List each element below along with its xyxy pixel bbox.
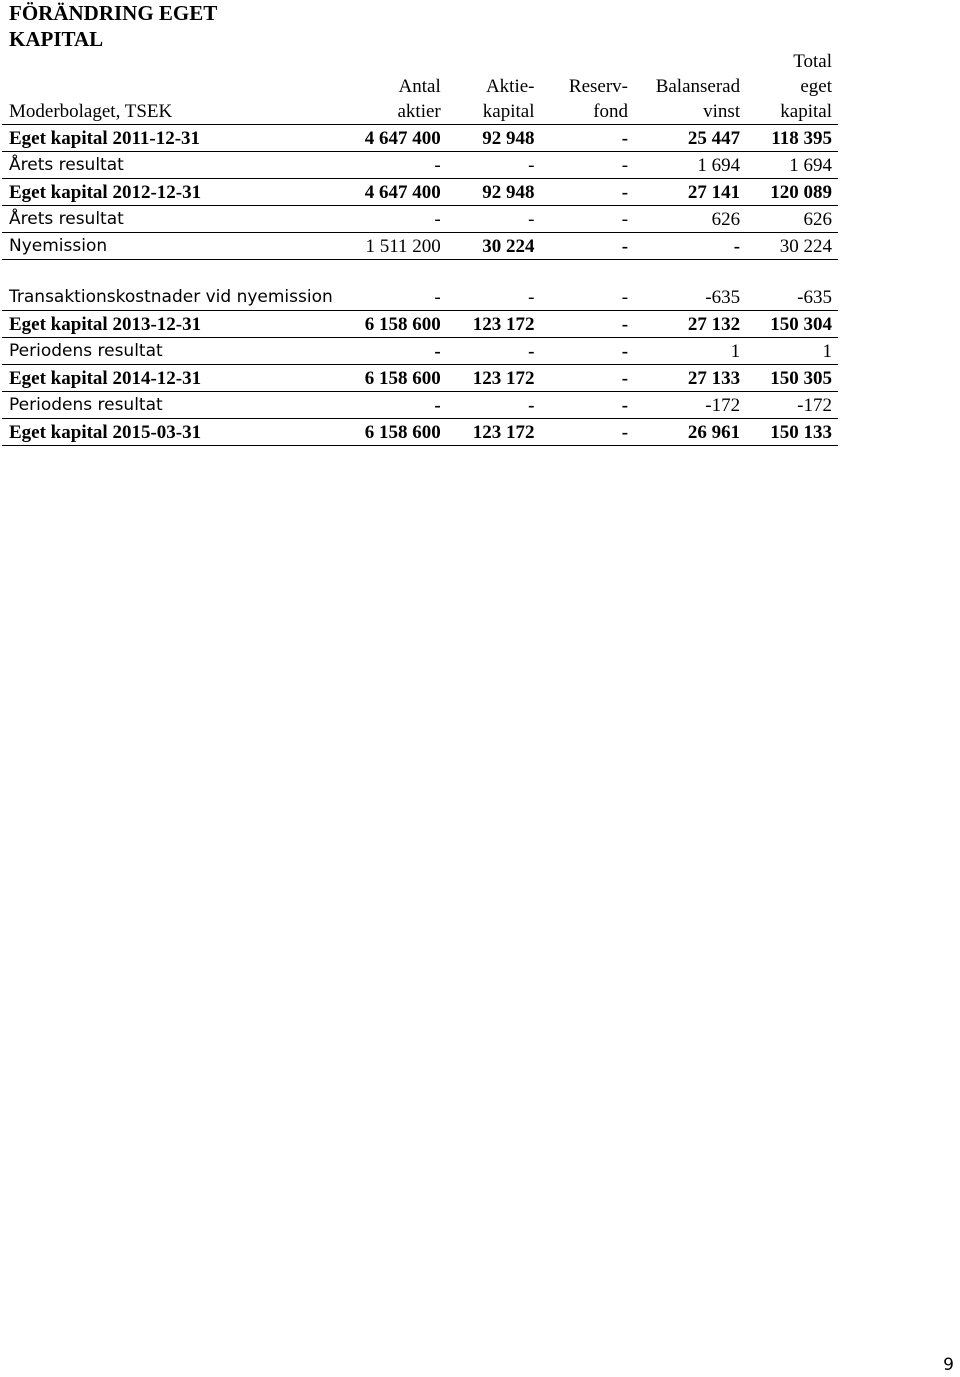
cell-reserv: - — [538, 206, 632, 233]
cell-total: 1 694 — [744, 152, 838, 179]
cell-reserv: - — [538, 365, 632, 392]
table-row — [2, 152, 838, 179]
cell-reserv: - — [538, 419, 632, 446]
row-label: Nyemission — [2, 233, 338, 260]
header-total-line3: kapital — [780, 101, 832, 122]
header-label: Moderbolaget, TSEK — [2, 49, 338, 125]
table-row — [2, 392, 838, 419]
cell-total: 1 — [744, 338, 838, 365]
table-row — [2, 179, 838, 206]
cell-reserv: - — [538, 338, 632, 365]
table-row — [2, 338, 838, 365]
table-row — [2, 419, 838, 446]
cell-antal: - — [338, 392, 445, 419]
cell-total: 118 395 — [744, 125, 838, 152]
cell-reserv: - — [538, 152, 632, 179]
cell-antal: 6 158 600 — [338, 365, 445, 392]
table-row — [2, 260, 838, 311]
row-label: Årets resultat — [2, 152, 338, 179]
table-row — [2, 365, 838, 392]
row-label: Eget kapital 2013-12-31 — [2, 311, 338, 338]
header-total-line1: Total — [793, 51, 832, 72]
equity-change-table — [2, 49, 838, 446]
cell-reserv: - — [538, 311, 632, 338]
row-label: Periodens resultat — [2, 338, 338, 365]
cell-total: 150 305 — [744, 365, 838, 392]
cell-balans: 1 — [632, 338, 744, 365]
cell-antal: 4 647 400 — [338, 125, 445, 152]
row-label: Eget kapital 2015-03-31 — [2, 419, 338, 446]
header-balanserad-vinst — [632, 49, 744, 125]
header-reservfond — [538, 49, 632, 125]
cell-antal: - — [338, 152, 445, 179]
cell-balans: 626 — [632, 206, 744, 233]
page-number: 9 — [943, 1355, 954, 1375]
table-header-row — [2, 49, 838, 125]
header-aktie-line2: kapital — [482, 101, 535, 122]
header-aktie-line1: Aktie- — [485, 76, 535, 97]
cell-balans: -172 — [632, 392, 744, 419]
cell-balans: 25 447 — [632, 125, 744, 152]
cell-aktie: 123 172 — [445, 311, 539, 338]
cell-reserv: - — [538, 233, 632, 260]
cell-total: 626 — [744, 206, 838, 233]
cell-aktie: - — [445, 206, 539, 233]
cell-total: -635 — [744, 260, 838, 311]
header-antal-line1: Antal — [398, 76, 441, 97]
cell-antal: 6 158 600 — [338, 311, 445, 338]
cell-balans: - — [632, 233, 744, 260]
cell-balans: 27 141 — [632, 179, 744, 206]
cell-balans: 26 961 — [632, 419, 744, 446]
table-row — [2, 125, 838, 152]
cell-total: 120 089 — [744, 179, 838, 206]
header-balans-line2: vinst — [703, 101, 741, 122]
cell-balans: 27 133 — [632, 365, 744, 392]
cell-aktie: 123 172 — [445, 419, 539, 446]
cell-aktie: - — [445, 392, 539, 419]
cell-reserv: - — [538, 179, 632, 206]
cell-antal: 4 647 400 — [338, 179, 445, 206]
cell-aktie: - — [445, 338, 539, 365]
cell-antal: 1 511 200 — [338, 233, 445, 260]
row-label: Transaktionskostnader vid nyemission — [2, 260, 338, 311]
cell-reserv: - — [538, 260, 632, 311]
cell-aktie: - — [445, 260, 539, 311]
cell-aktie: 92 948 — [445, 179, 539, 206]
table-row — [2, 311, 838, 338]
cell-balans: 1 694 — [632, 152, 744, 179]
header-aktiekapital — [445, 49, 539, 125]
cell-antal: - — [338, 206, 445, 233]
header-reserv-line2: fond — [593, 101, 629, 122]
cell-total: 30 224 — [744, 233, 838, 260]
cell-aktie: - — [445, 152, 539, 179]
row-label: Eget kapital 2012-12-31 — [2, 179, 338, 206]
cell-reserv: - — [538, 392, 632, 419]
table-row — [2, 233, 838, 260]
cell-antal: - — [338, 338, 445, 365]
header-antal-aktier — [338, 49, 445, 125]
cell-balans: 27 132 — [632, 311, 744, 338]
header-total-line2: eget — [800, 76, 832, 97]
cell-balans: -635 — [632, 260, 744, 311]
header-balans-line1: Balanserad — [655, 76, 741, 97]
row-label: Eget kapital 2011-12-31 — [2, 125, 338, 152]
table-row — [2, 206, 838, 233]
row-label: Eget kapital 2014-12-31 — [2, 365, 338, 392]
cell-total: -172 — [744, 392, 838, 419]
cell-aktie: 123 172 — [445, 365, 539, 392]
cell-aktie: 92 948 — [445, 125, 539, 152]
page-title: FÖRÄNDRING EGET KAPITAL — [9, 1, 217, 51]
cell-total: 150 133 — [744, 419, 838, 446]
cell-total: 150 304 — [744, 311, 838, 338]
header-total-eget-kapital — [744, 49, 838, 125]
cell-antal: 6 158 600 — [338, 419, 445, 446]
row-label: Årets resultat — [2, 206, 338, 233]
cell-antal: - — [338, 260, 445, 311]
header-reserv-line1: Reserv- — [568, 76, 629, 97]
cell-aktie: 30 224 — [445, 233, 539, 260]
row-label: Periodens resultat — [2, 392, 338, 419]
cell-reserv: - — [538, 125, 632, 152]
header-antal-line2: aktier — [397, 101, 441, 122]
